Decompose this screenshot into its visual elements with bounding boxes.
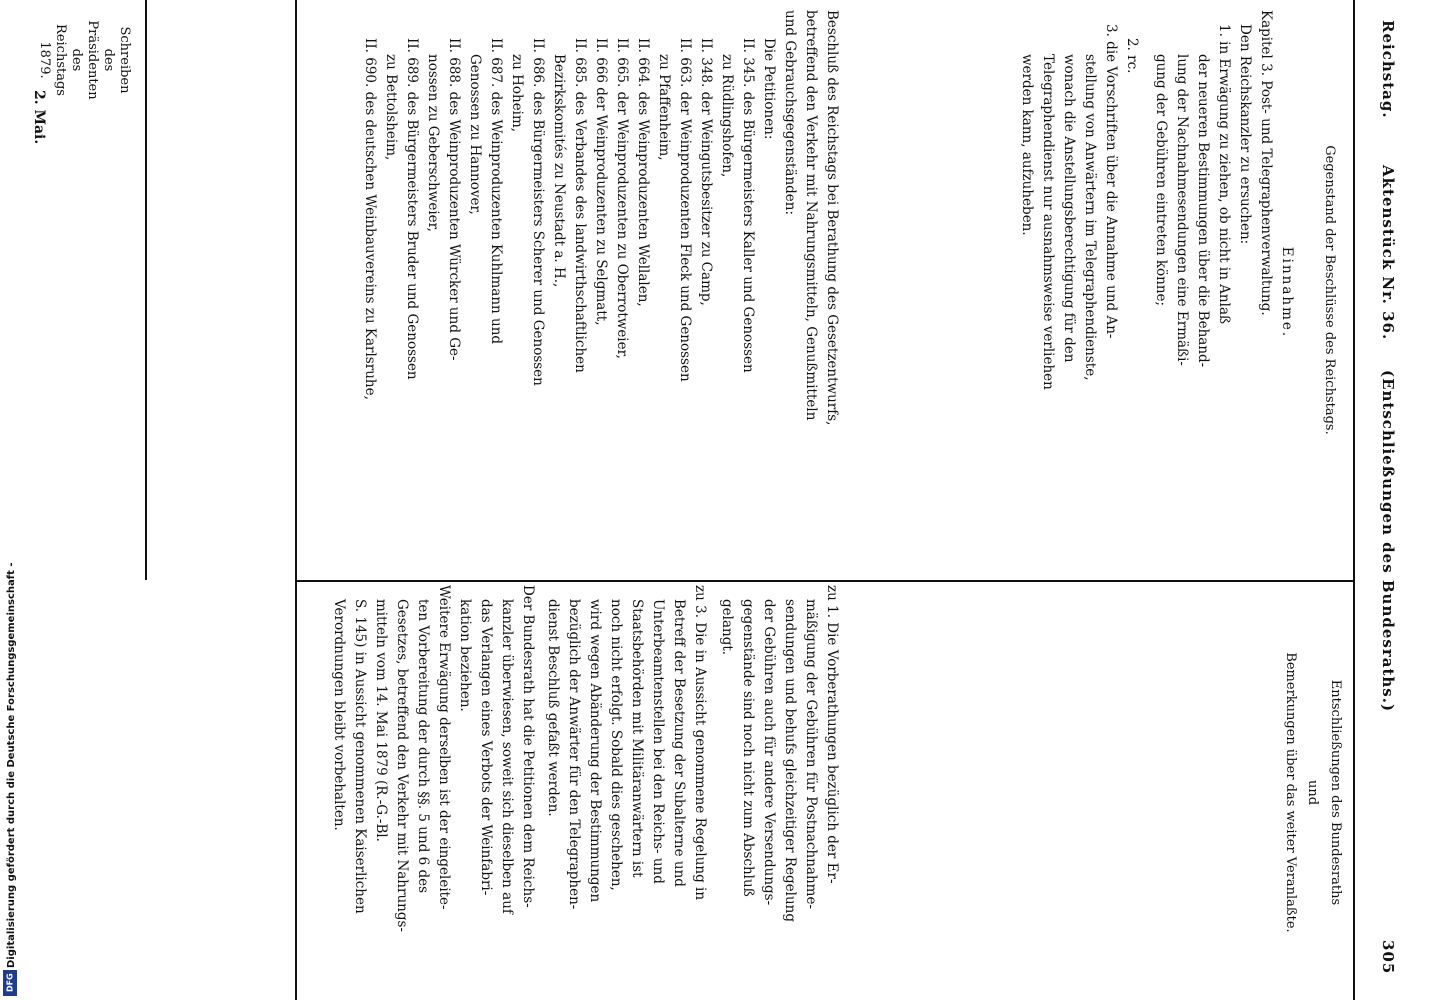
text-line: Verordnungen bleibt vorbehalten. bbox=[331, 599, 347, 831]
header-reichstag: Reichstag. bbox=[1379, 20, 1397, 119]
rule-left-column bbox=[145, 0, 147, 580]
petition-line: II. 663. der Weinproduzenten Fleck und Genossen bbox=[677, 38, 693, 382]
text-line: S. 145) in Aussicht genommenen Kaiserlichen bbox=[352, 599, 368, 914]
petition-line: II. 686. des Bürgermeisters Scherer und Genossen bbox=[530, 38, 546, 386]
rule-top bbox=[1353, 0, 1355, 1000]
text-line: das Verlangen eines Verbots der Weinfabri- bbox=[478, 599, 494, 896]
text-line: werden kann, aufzuheben. bbox=[1019, 54, 1035, 236]
text-line: noch nicht erfolgt. Sobald dies geschehen, bbox=[608, 599, 624, 891]
text-line: Der Bundesrath hat die Petitionen dem Reichs- bbox=[520, 585, 536, 908]
text-line: mitteln vom 14. Mai 1879 (R.-G.-Bl. bbox=[373, 599, 389, 842]
rule-column-divider bbox=[297, 580, 1355, 582]
text-line: Beschluß des Reichstags bei Berathung des Gesetzentwurfs, bbox=[824, 10, 840, 426]
einnahme-heading: Einnahme. bbox=[1279, 246, 1295, 339]
text-line: ten Vorbereitung der durch §§. 5 und 6 des bbox=[415, 599, 431, 894]
rule-sidebar bbox=[295, 0, 297, 1000]
text-line: gung der Gebühren eintreten könne; bbox=[1153, 54, 1169, 307]
petition-line: II. 685. des Verbandes des landwirthschaftlichen bbox=[572, 38, 588, 373]
petition-line: Genossen zu Hannover, bbox=[467, 54, 483, 215]
text-line: Weitere Erwägung derselben ist der eingeleite- bbox=[436, 585, 452, 910]
page-header bbox=[1367, 0, 1397, 1000]
text-line: 3. die Vorschriften über die Annahme und An- bbox=[1103, 24, 1119, 339]
text-line: wonach die Anstellungsberechtigung für den bbox=[1061, 54, 1077, 363]
text-line: zu 1. Die Vorberathungen bezüglich der Er- bbox=[824, 585, 840, 884]
text-line: mäßigung der Gebühren für Postnachnahme- bbox=[803, 599, 819, 909]
petition-line: zu Pfaffenheim, bbox=[656, 54, 672, 161]
text-line: 1. in Erwägung zu ziehen, ob nicht in Anlaß bbox=[1216, 24, 1232, 325]
petition-line: II. 348. der Weingutsbesitzer zu Camp, bbox=[698, 38, 714, 306]
petition-line: II. 664. des Weinproduzenten Wellalen, bbox=[635, 38, 651, 307]
petition-line: zu Rüdlingshofen, bbox=[719, 54, 735, 178]
text-line: wird wegen Abänderung der Bestimmungen bbox=[587, 599, 603, 903]
text-line: lung der Nachnahmesendungen eine Ermäßi- bbox=[1174, 54, 1190, 366]
text-line: Gesetzes, betreffend den Verkehr mit Nahrungs- bbox=[394, 599, 410, 932]
petition-line: II. 687. des Weinproduzenten Kuhlmann und bbox=[488, 38, 504, 345]
petition-line: II. 666 der Weinproduzenten zu Selgmatt, bbox=[593, 38, 609, 326]
text-line: Staatsbehörden mit Militäranwärtern ist bbox=[629, 599, 645, 878]
left-column-heading: Gegenstand der Beschlüsse des Reichstags. bbox=[1322, 145, 1337, 435]
petition-line: zu Hoheim, bbox=[509, 54, 525, 133]
petition-line: nossen zu Geberschweier, bbox=[425, 54, 441, 232]
right-column-heading: Entschließungen des Bundesraths und Bemerkungen über das weiter Veranlaßte. bbox=[1283, 652, 1343, 933]
text-line: kanzler überwiesen, soweit sich dieselben auf bbox=[499, 599, 515, 914]
kapitel-line: Kapitel 3. Post- und Telegraphenverwaltung. bbox=[1258, 10, 1274, 316]
header-bracket: (Entschließungen des Bundesraths.) bbox=[1379, 370, 1397, 713]
text-line: der Gebühren auch für andere Versendungs- bbox=[761, 599, 777, 906]
text-line: Unterbeamtenstellen bei den Reichs- und bbox=[650, 599, 666, 884]
sidebar-source: Schreiben des Präsidenten des Reichstags 1879. bbox=[37, 20, 132, 100]
petition-line: II. 688. des Weinproduzenten Würcker und Ge- bbox=[446, 38, 462, 361]
petition-line: Bezirkskomités zu Neustadt a. H., bbox=[551, 54, 567, 288]
text-line: Telegraphendienst nur ausnahmsweise verliehen bbox=[1040, 54, 1056, 390]
right-column-body bbox=[328, 585, 842, 997]
left-column-body bbox=[1016, 10, 1297, 575]
text-line: Den Reichskanzler zu ersuchen: bbox=[1237, 24, 1253, 245]
petition-line: II. 345. des Bürgermeisters Kaller und Genossen bbox=[740, 38, 756, 373]
dfg-logo-icon: DFG bbox=[3, 970, 17, 996]
text-line: Betreff der Besetzung der Subalterne und bbox=[671, 599, 687, 887]
page-number: 305 bbox=[1379, 940, 1397, 975]
text-line: betreffend den Verkehr mit Nahrungsmitteln, Genußmitteln bbox=[803, 10, 819, 421]
text-line: zu 3. Die in Aussicht genommene Regelung in bbox=[692, 585, 708, 901]
text-line: stellung von Anwärtern im Telegraphendienste, bbox=[1082, 54, 1098, 381]
sidebar-date: 2. Mai. bbox=[31, 90, 47, 145]
text-line: der neueren Bestimmungen über die Behand- bbox=[1195, 54, 1211, 368]
header-aktenstueck: Aktenstück Nr. 36. bbox=[1379, 165, 1397, 341]
text-line: gelangt. bbox=[719, 599, 735, 656]
text-line: und Gebrauchsgegenständen: bbox=[782, 10, 798, 216]
left-column-beschluss bbox=[359, 10, 842, 575]
text-line: sendungen und behufs gleichzeitiger Regelung bbox=[782, 599, 798, 923]
text-line: dienst Beschluß gefaßt werden. bbox=[545, 599, 561, 817]
text-line: gegenstände sind noch nicht zum Abschluß bbox=[740, 599, 756, 897]
text-line: kation beziehen. bbox=[457, 599, 473, 712]
petition-line: zu Bettolsheim, bbox=[383, 54, 399, 161]
petition-line: II. 690. des deutschen Weinbauvereins zu Karlsruhe, bbox=[362, 38, 378, 400]
petition-line: II. 665. der Weinproduzenten zu Oberrotweier, bbox=[614, 38, 630, 359]
text-line: Die Petitionen: bbox=[761, 38, 777, 140]
petition-line: II. 689. des Bürgermeisters Bruder und Genossen bbox=[404, 38, 420, 380]
text-line: bezüglich der Anwärter für den Telegraphen- bbox=[566, 599, 582, 910]
funding-note: Digitalisierung gefördert durch die Deutsche Forschungsgemeinschaft - bbox=[6, 562, 17, 968]
text-line: 2. rc. bbox=[1124, 38, 1140, 74]
